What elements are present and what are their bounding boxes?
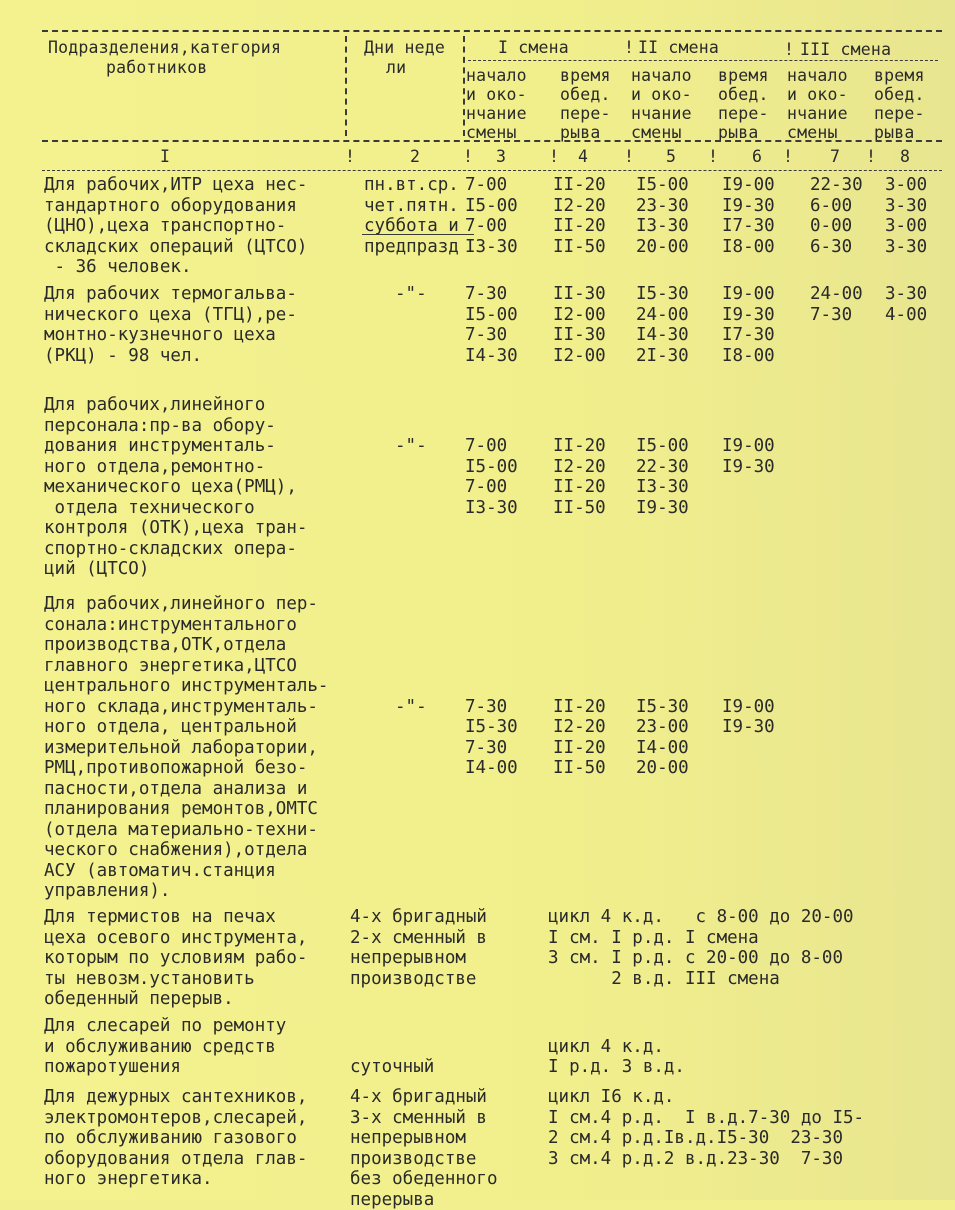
- row-days-line: суточный: [350, 1057, 434, 1078]
- time-cell-c4: I2-00: [553, 305, 606, 326]
- row-description-line: по обслуживанию газового: [44, 1128, 297, 1149]
- column-number-separator: !: [345, 147, 355, 166]
- time-cell-c3: I3-30: [465, 498, 518, 519]
- sub-header-text: и око-: [466, 85, 527, 104]
- time-cell-c4: I2-20: [553, 717, 606, 738]
- time-cell-c7: 0-00: [810, 216, 852, 237]
- header-separator-2: [463, 36, 465, 136]
- row-description-line: ты невозм.установить: [44, 969, 255, 990]
- row-days-line: -"-: [395, 284, 427, 305]
- time-cell-c4: II-20: [553, 175, 606, 196]
- time-cell-c8: 3-30: [885, 284, 927, 305]
- row-description-line: ного склада,инструменталь-: [44, 697, 318, 718]
- time-cell-c3: I3-30: [465, 237, 518, 258]
- time-cell-c4: I2-00: [553, 346, 606, 367]
- row-description-line: персонала:пр-ва обору-: [44, 416, 276, 437]
- sub-header-text: нчание: [466, 104, 527, 123]
- time-cell-c7: 24-00: [810, 284, 863, 305]
- sub-header-text: время: [560, 66, 611, 85]
- row-days-line: пн.вт.ср.: [364, 175, 459, 196]
- row-description-line: РМЦ,противопожарной безо-: [44, 758, 307, 779]
- row-description-line: управления).: [44, 881, 170, 902]
- row-description-line: сонала:инструментального: [44, 615, 297, 636]
- row-days-line: предпразд: [364, 237, 459, 258]
- time-cell-c6: I9-00: [722, 436, 775, 457]
- time-cell-c7: 6-30: [810, 237, 852, 258]
- row-description-line: ций (ЦТСО): [44, 559, 149, 580]
- row-description-line: (ЦНО),цеха транспортно-: [44, 216, 286, 237]
- cycle-line: I см. I р.д. I смена: [548, 928, 759, 949]
- time-cell-c3: I4-30: [465, 346, 518, 367]
- time-cell-c3: I5-00: [465, 305, 518, 326]
- row-days-line: чет.пятн.: [364, 196, 459, 217]
- time-cell-c5: I3-30: [636, 477, 689, 498]
- shift3-title: III смена: [800, 40, 891, 59]
- row-days-line: 2-х сменный в: [350, 928, 487, 949]
- row-days-line: 4-х бригадный: [350, 1087, 487, 1108]
- column-number: 8: [900, 147, 910, 166]
- time-cell-c4: II-20: [553, 477, 606, 498]
- time-cell-c5: I5-00: [636, 436, 689, 457]
- cycle-line: цикл I6 к.д.: [548, 1087, 674, 1108]
- header-col1-line2: работников: [106, 58, 207, 77]
- time-cell-c4: II-30: [553, 325, 606, 346]
- column-number: 4: [578, 147, 588, 166]
- row-description-line: ного отдела, центральной: [44, 717, 297, 738]
- row-description-line: складских операций (ЦТСО): [44, 237, 307, 258]
- row-description-line: Для рабочих,линейного пер-: [44, 594, 318, 615]
- time-cell-c6: I9-30: [722, 305, 775, 326]
- time-cell-c5: I4-00: [636, 738, 689, 759]
- shift1-title: I смена: [498, 38, 569, 57]
- shift-sep-2: !: [784, 40, 794, 59]
- row-days-line: перерыва: [350, 1190, 434, 1210]
- time-cell-c5: 20-00: [636, 237, 689, 258]
- row-description-line: отдела технического: [44, 498, 255, 519]
- row-description-line: Для рабочих термогальва-: [44, 284, 297, 305]
- time-cell-c4: II-50: [553, 237, 606, 258]
- time-cell-c4: I2-20: [553, 196, 606, 217]
- time-cell-c3: 7-00: [465, 436, 507, 457]
- row-description-line: Для дежурных сантехников,: [44, 1087, 307, 1108]
- row-description-line: монтно-кузнечного цеха: [44, 325, 276, 346]
- column-number: 7: [830, 147, 840, 166]
- sub-header-text: рыва: [560, 123, 601, 142]
- row-description-line: которым по условиям рабо-: [44, 948, 307, 969]
- column-numbers-rule: [42, 170, 942, 171]
- time-cell-c4: II-20: [553, 738, 606, 759]
- row-description-line: (отдела материально-техни-: [44, 820, 318, 841]
- row-description-line: - 36 человек.: [44, 257, 192, 278]
- time-cell-c3: 7-00: [465, 175, 507, 196]
- row-description-line: измерительной лаборатории,: [44, 738, 318, 759]
- cycle-line: 3 см. I р.д. с 20-00 до 8-00: [548, 948, 843, 969]
- row-days-line: -"-: [395, 436, 427, 457]
- row-description-line: (РКЦ) - 98 чел.: [44, 346, 202, 367]
- time-cell-c3: I5-00: [465, 196, 518, 217]
- time-cell-c5: 23-00: [636, 717, 689, 738]
- row-description-line: и обслуживанию средств: [44, 1037, 276, 1058]
- time-cell-c4: II-30: [553, 284, 606, 305]
- cycle-line: 2 в.д. III смена: [548, 969, 780, 990]
- sub-header-text: обед.: [718, 85, 769, 104]
- time-cell-c4: II-20: [553, 436, 606, 457]
- time-cell-c6: I7-30: [722, 216, 775, 237]
- sub-header-text: нчание: [631, 104, 692, 123]
- row-description-line: главного энергетика,ЦТСО: [44, 656, 297, 677]
- column-number-separator: !: [624, 147, 634, 166]
- time-cell-c5: 22-30: [636, 457, 689, 478]
- time-cell-c4: II-20: [553, 216, 606, 237]
- time-cell-c7: 22-30: [810, 175, 863, 196]
- time-cell-c4: II-50: [553, 758, 606, 779]
- row-description-line: обеденный перерыв.: [44, 989, 234, 1010]
- time-cell-c5: 2I-30: [636, 346, 689, 367]
- row-days-line: непрерывном: [350, 1128, 466, 1149]
- time-cell-c4: II-50: [553, 498, 606, 519]
- time-cell-c4: II-20: [553, 697, 606, 718]
- sub-header-text: нчание: [787, 104, 848, 123]
- sub-header-text: начало: [466, 66, 527, 85]
- sub-header-text: смены: [631, 123, 682, 142]
- column-number: 2: [410, 147, 420, 166]
- row-description-line: ческого снабжения),отдела: [44, 840, 307, 861]
- time-cell-c8: 3-00: [885, 175, 927, 196]
- sub-header-text: начало: [631, 66, 692, 85]
- sub-header-text: и око-: [631, 85, 692, 104]
- row-days-line: 4-х бригадный: [350, 907, 487, 928]
- column-number-separator: !: [708, 147, 718, 166]
- row-description-line: электромонтеров,слесарей,: [44, 1108, 307, 1129]
- time-cell-c5: I9-30: [636, 498, 689, 519]
- row-description-line: механического цеха(РМЦ),: [44, 477, 297, 498]
- row-description-line: АСУ (автоматич.станция: [44, 861, 276, 882]
- sub-header-text: пере-: [718, 104, 769, 123]
- time-cell-c3: I5-30: [465, 717, 518, 738]
- time-cell-c6: I9-00: [722, 697, 775, 718]
- cycle-line: 3 см.4 р.д.2 в.д.23-30 7-30: [548, 1149, 843, 1170]
- column-number: I: [160, 147, 170, 166]
- days-underline: [362, 234, 474, 235]
- time-cell-c4: I2-20: [553, 457, 606, 478]
- time-cell-c5: I5-00: [636, 175, 689, 196]
- time-cell-c3: 7-00: [465, 477, 507, 498]
- sub-header-text: обед.: [874, 85, 925, 104]
- column-number-separator: !: [463, 147, 473, 166]
- sub-header-text: пере-: [874, 104, 925, 123]
- column-number: 3: [496, 147, 506, 166]
- sub-header-text: время: [874, 66, 925, 85]
- time-cell-c6: I8-00: [722, 346, 775, 367]
- row-description-line: пожаротушения: [44, 1057, 181, 1078]
- time-cell-c5: 20-00: [636, 758, 689, 779]
- time-cell-c6: I9-00: [722, 284, 775, 305]
- time-cell-c5: I3-30: [636, 216, 689, 237]
- row-description-line: цеха осевого инструмента,: [44, 928, 307, 949]
- time-cell-c3: 7-30: [465, 697, 507, 718]
- row-description-line: Для рабочих,линейного: [44, 395, 265, 416]
- row-description-line: пасности,отдела анализа и: [44, 779, 307, 800]
- row-description-line: оборудования отдела глав-: [44, 1149, 307, 1170]
- cycle-line: цикл 4 к.д.: [548, 1037, 664, 1058]
- row-description-line: нического цеха (ТГЦ),ре-: [44, 305, 297, 326]
- time-cell-c5: 23-30: [636, 196, 689, 217]
- column-number: 5: [666, 147, 676, 166]
- time-cell-c8: 3-00: [885, 216, 927, 237]
- sub-header-text: смены: [787, 123, 838, 142]
- cycle-line: I р.д. 3 в.д.: [548, 1057, 685, 1078]
- header-col1-line1: Подразделения,категория: [48, 38, 281, 57]
- cycle-line: I см.4 р.д. I в.д.7-30 до I5-: [548, 1108, 864, 1129]
- time-cell-c7: 6-00: [810, 196, 852, 217]
- sub-header-text: смены: [466, 123, 517, 142]
- time-cell-c3: 7-30: [465, 284, 507, 305]
- row-description-line: контроля (ОТК),цеха тран-: [44, 518, 307, 539]
- row-days-line: непрерывном: [350, 948, 466, 969]
- cycle-line: 2 см.4 р.д.Iв.д.I5-30 23-30: [548, 1128, 843, 1149]
- time-cell-c3: I5-00: [465, 457, 518, 478]
- time-cell-c6: I9-30: [722, 196, 775, 217]
- header-bottom-rule: [42, 140, 942, 142]
- time-cell-c5: 24-00: [636, 305, 689, 326]
- row-days-line: производстве: [350, 969, 476, 990]
- row-description-line: центрального инструменталь-: [44, 676, 328, 697]
- time-cell-c6: I9-00: [722, 175, 775, 196]
- header-col2-line2: ли: [386, 58, 406, 77]
- time-cell-c8: 3-30: [885, 196, 927, 217]
- time-cell-c6: I9-30: [722, 717, 775, 738]
- row-days-line: -"-: [395, 697, 427, 718]
- time-cell-c8: 3-30: [885, 237, 927, 258]
- time-cell-c5: I4-30: [636, 325, 689, 346]
- top-rule: [42, 30, 942, 32]
- header-col2-line1: Дни неде: [364, 38, 445, 57]
- sub-header-text: время: [718, 66, 769, 85]
- row-description-line: Для рабочих,ИТР цеха нес-: [44, 175, 307, 196]
- row-days-line: суббота и: [364, 216, 459, 237]
- row-days-line: производстве: [350, 1149, 476, 1170]
- column-number-separator: !: [783, 147, 793, 166]
- sub-header-text: начало: [787, 66, 848, 85]
- column-number: 6: [752, 147, 762, 166]
- row-description-line: производства,ОТК,отдела: [44, 635, 286, 656]
- time-cell-c3: 7-30: [465, 738, 507, 759]
- shift-sep-1: !: [624, 38, 634, 57]
- row-description-line: Для термистов на печах: [44, 907, 276, 928]
- shift-underline: [468, 60, 938, 61]
- time-cell-c5: I5-30: [636, 284, 689, 305]
- cycle-line: цикл 4 к.д. с 8-00 до 20-00: [548, 907, 854, 928]
- row-description-line: Для слесарей по ремонту: [44, 1016, 286, 1037]
- sub-header-text: рыва: [718, 123, 759, 142]
- row-description-line: тандартного оборудования: [44, 196, 297, 217]
- row-description-line: ного отдела,ремонтно-: [44, 457, 265, 478]
- sub-header-text: обед.: [560, 85, 611, 104]
- time-cell-c3: 7-30: [465, 325, 507, 346]
- time-cell-c6: I9-30: [722, 457, 775, 478]
- row-description-line: планирования ремонтов,ОМТС: [44, 799, 318, 820]
- time-cell-c3: 7-00: [465, 216, 507, 237]
- header-separator-1: [345, 36, 347, 136]
- row-description-line: ного энергетика.: [44, 1169, 213, 1190]
- sub-header-text: рыва: [874, 123, 915, 142]
- column-number-separator: !: [549, 147, 559, 166]
- row-days-line: без обеденного: [350, 1169, 498, 1190]
- row-description-line: дования инструменталь-: [44, 436, 276, 457]
- time-cell-c7: 7-30: [810, 305, 852, 326]
- shift2-title: II смена: [638, 38, 719, 57]
- column-number-separator: !: [866, 147, 876, 166]
- row-description-line: спортно-складских опера-: [44, 539, 297, 560]
- time-cell-c3: I4-00: [465, 758, 518, 779]
- time-cell-c6: I8-00: [722, 237, 775, 258]
- time-cell-c5: I5-30: [636, 697, 689, 718]
- row-days-line: 3-х сменный в: [350, 1108, 487, 1129]
- time-cell-c6: I7-30: [722, 325, 775, 346]
- time-cell-c8: 4-00: [885, 305, 927, 326]
- sub-header-text: пере-: [560, 104, 611, 123]
- sub-header-text: и око-: [787, 85, 848, 104]
